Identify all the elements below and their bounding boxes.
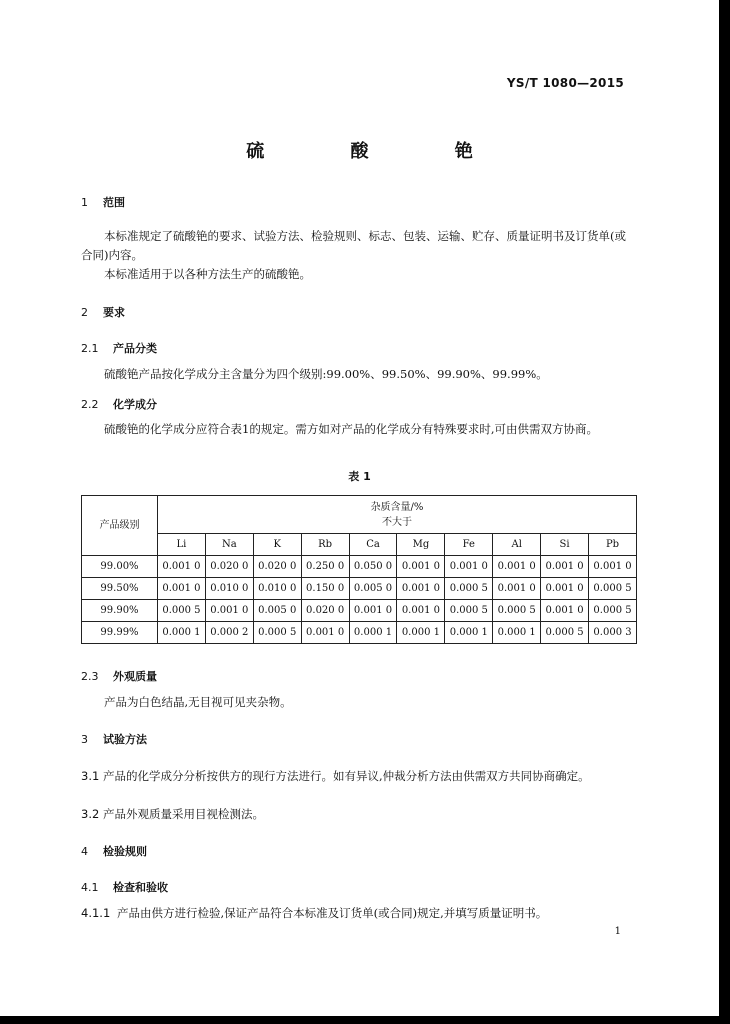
element-header-ca: Ca bbox=[349, 534, 397, 556]
element-header-li: Li bbox=[158, 534, 206, 556]
section-number: 2.2 bbox=[81, 398, 99, 411]
section-text: 产品由供方进行检验,保证产品符合本标准及订货单(或合同)规定,并填写质量证明书。 bbox=[117, 906, 548, 920]
section-title: 范围 bbox=[103, 196, 125, 209]
section-title: 检验规则 bbox=[103, 845, 147, 858]
value-cell: 0.000 5 bbox=[158, 600, 206, 622]
section-2-3-heading bbox=[81, 668, 157, 684]
section-1-paragraph-2: 本标准适用于以各种方法生产的硫酸铯。 bbox=[104, 267, 311, 281]
section-3-2-paragraph bbox=[81, 805, 637, 824]
value-cell: 0.000 1 bbox=[493, 622, 541, 644]
value-cell: 0.000 5 bbox=[445, 578, 493, 600]
value-cell: 0.000 1 bbox=[445, 622, 493, 644]
section-3-heading bbox=[81, 731, 147, 747]
section-title: 检查和验收 bbox=[113, 881, 168, 894]
value-cell: 0.000 3 bbox=[589, 622, 637, 644]
value-cell: 0.001 0 bbox=[541, 578, 589, 600]
section-number: 2 bbox=[81, 306, 88, 319]
section-3-1-paragraph bbox=[81, 767, 637, 786]
element-header-al: Al bbox=[493, 534, 541, 556]
grade-cell: 99.90% bbox=[82, 600, 158, 622]
section-2-3-paragraph: 产品为白色结晶,无目视可见夹杂物。 bbox=[104, 695, 292, 709]
grade-cell: 99.50% bbox=[82, 578, 158, 600]
value-cell: 0.000 5 bbox=[589, 578, 637, 600]
value-cell: 0.250 0 bbox=[301, 556, 349, 578]
value-cell: 0.000 1 bbox=[349, 622, 397, 644]
section-text: 产品外观质量采用目视检测法。 bbox=[103, 807, 264, 821]
value-cell: 0.005 0 bbox=[253, 600, 301, 622]
impurity-header-label: 杂质含量/% bbox=[370, 501, 424, 513]
section-title: 化学成分 bbox=[113, 398, 157, 411]
section-text: 产品的化学成分分析按供方的现行方法进行。如有异议,仲裁分析方法由供需双方共同协商确定。 bbox=[103, 769, 590, 783]
value-cell: 0.020 0 bbox=[253, 556, 301, 578]
value-cell: 0.000 5 bbox=[493, 600, 541, 622]
value-cell: 0.001 0 bbox=[301, 622, 349, 644]
value-cell: 0.000 2 bbox=[205, 622, 253, 644]
chemical-composition-table bbox=[81, 495, 637, 644]
section-title: 试验方法 bbox=[103, 733, 147, 746]
value-cell: 0.020 0 bbox=[301, 600, 349, 622]
value-cell: 0.000 5 bbox=[253, 622, 301, 644]
value-cell: 0.000 5 bbox=[445, 600, 493, 622]
section-number: 4.1.1 bbox=[81, 906, 111, 920]
section-number: 4 bbox=[81, 845, 88, 858]
table-row bbox=[82, 578, 637, 600]
element-header-rb: Rb bbox=[301, 534, 349, 556]
value-cell: 0.150 0 bbox=[301, 578, 349, 600]
section-2-heading bbox=[81, 304, 125, 320]
section-number: 2.3 bbox=[81, 670, 99, 683]
value-cell: 0.010 0 bbox=[253, 578, 301, 600]
value-cell: 0.001 0 bbox=[541, 556, 589, 578]
value-cell: 0.001 0 bbox=[349, 600, 397, 622]
section-number: 3.1 bbox=[81, 769, 100, 783]
impurity-header-sublabel: 不大于 bbox=[382, 516, 412, 528]
value-cell: 0.005 0 bbox=[349, 578, 397, 600]
value-cell: 0.000 5 bbox=[541, 622, 589, 644]
grade-header: 产品级别 bbox=[82, 496, 158, 556]
element-header-fe: Fe bbox=[445, 534, 493, 556]
value-cell: 0.001 0 bbox=[397, 600, 445, 622]
table-body bbox=[82, 556, 637, 644]
value-cell: 0.001 0 bbox=[158, 556, 206, 578]
section-number: 3 bbox=[81, 733, 88, 746]
section-number: 3.2 bbox=[81, 807, 100, 821]
value-cell: 0.001 0 bbox=[589, 556, 637, 578]
value-cell: 0.001 0 bbox=[445, 556, 493, 578]
section-4-1-1-paragraph bbox=[81, 904, 637, 923]
value-cell: 0.001 0 bbox=[397, 556, 445, 578]
section-number: 2.1 bbox=[81, 342, 99, 355]
value-cell: 0.001 0 bbox=[493, 556, 541, 578]
element-header-na: Na bbox=[205, 534, 253, 556]
table-row bbox=[82, 556, 637, 578]
element-header-row bbox=[82, 534, 637, 556]
section-title: 外观质量 bbox=[113, 670, 157, 683]
value-cell: 0.000 1 bbox=[158, 622, 206, 644]
section-2-1-heading bbox=[81, 340, 157, 356]
value-cell: 0.000 1 bbox=[397, 622, 445, 644]
section-title: 产品分类 bbox=[113, 342, 157, 355]
element-header-pb: Pb bbox=[589, 534, 637, 556]
value-cell: 0.010 0 bbox=[205, 578, 253, 600]
section-2-2-paragraph: 硫酸铯的化学成分应符合表1的规定。需方如对产品的化学成分有特殊要求时,可由供需双方协商。 bbox=[104, 422, 598, 436]
section-1-paragraph-1: 本标准规定了硫酸铯的要求、试验方法、检验规则、标志、包装、运输、贮存、质量证明书及订货单(或合同)内容。 bbox=[81, 229, 626, 262]
section-4-heading bbox=[81, 843, 147, 859]
section-number: 4.1 bbox=[81, 881, 99, 894]
document-title: 硫 酸 铯 bbox=[246, 141, 513, 162]
table-row bbox=[82, 600, 637, 622]
section-1-heading bbox=[81, 194, 125, 210]
value-cell: 0.001 0 bbox=[493, 578, 541, 600]
grade-cell: 99.00% bbox=[82, 556, 158, 578]
page-number: 1 bbox=[614, 926, 621, 937]
section-2-1-paragraph: 硫酸铯产品按化学成分主含量分为四个级别:99.00%、99.50%、99.90%、99.99%。 bbox=[104, 367, 548, 381]
value-cell: 0.001 0 bbox=[541, 600, 589, 622]
grade-cell: 99.99% bbox=[82, 622, 158, 644]
standard-code: YS/T 1080—2015 bbox=[506, 76, 624, 90]
value-cell: 0.001 0 bbox=[397, 578, 445, 600]
value-cell: 0.020 0 bbox=[205, 556, 253, 578]
value-cell: 0.001 0 bbox=[205, 600, 253, 622]
element-header-si: Si bbox=[541, 534, 589, 556]
element-header-mg: Mg bbox=[397, 534, 445, 556]
section-number: 1 bbox=[81, 196, 88, 209]
table-row bbox=[82, 622, 637, 644]
section-2-2-heading bbox=[81, 396, 157, 412]
value-cell: 0.001 0 bbox=[158, 578, 206, 600]
section-title: 要求 bbox=[103, 306, 125, 319]
element-header-k: K bbox=[253, 534, 301, 556]
section-4-1-heading bbox=[81, 879, 168, 895]
value-cell: 0.050 0 bbox=[349, 556, 397, 578]
impurity-header bbox=[158, 496, 637, 534]
table-caption: 表 1 bbox=[348, 470, 371, 483]
value-cell: 0.000 5 bbox=[589, 600, 637, 622]
